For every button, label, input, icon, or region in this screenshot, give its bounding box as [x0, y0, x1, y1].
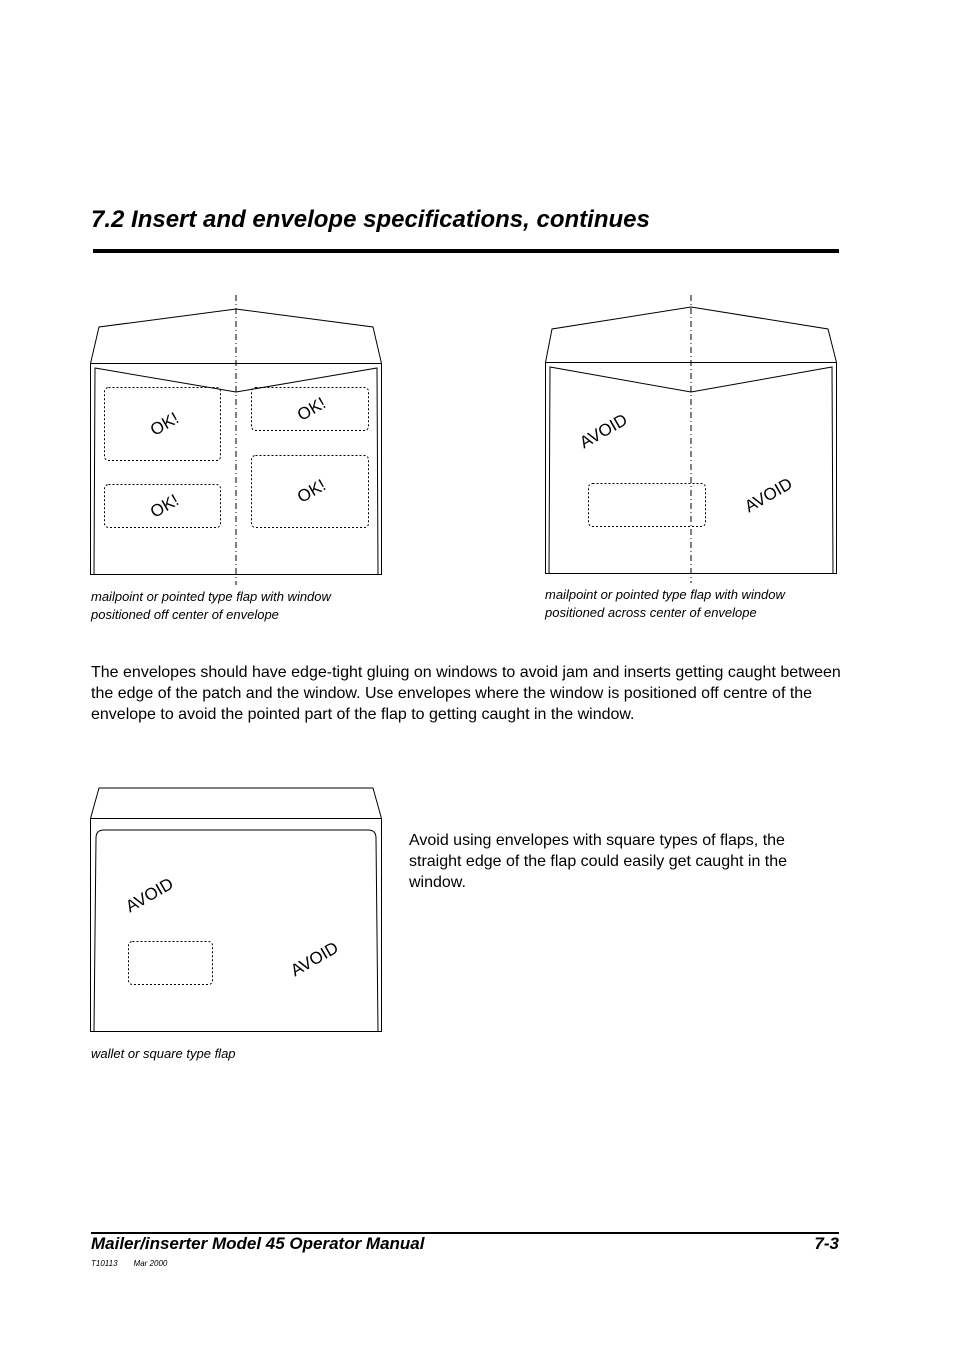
doc-code: T10113	[91, 1259, 118, 1268]
body-paragraph: The envelopes should have edge-tight gluing on windows to avoid jam and inserts getting caught between the edge of the patch and the window. Use envelopes where the window is positioned off centre of the envelope to avoid the pointed part of the flap to getting caught in the window.	[91, 664, 841, 723]
footer-manual-title: Mailer/inserter Model 45 Operator Manual	[91, 1234, 425, 1253]
envelope-figure-across-center	[540, 290, 845, 590]
caption-line: mailpoint or pointed type flap with window	[91, 589, 331, 604]
avoid-label: AVOID	[287, 937, 342, 981]
window-outline	[129, 942, 213, 985]
envelope-figure-square-flap	[85, 783, 390, 1038]
body-paragraph: Avoid using envelopes with square types of flaps, the straight edge of the flap could easily get caught in the window.	[409, 832, 788, 891]
caption-line: mailpoint or pointed type flap with window	[545, 587, 785, 602]
ok-label: OK!	[294, 393, 329, 425]
page-title: 7.2 Insert and envelope specifications, continues	[91, 206, 650, 233]
window-outline	[589, 484, 706, 527]
avoid-label: AVOID	[122, 873, 177, 917]
footer-meta	[91, 1259, 167, 1268]
ok-label: OK!	[147, 408, 182, 440]
envelope-figure-off-center	[85, 290, 390, 590]
avoid-label: AVOID	[576, 409, 631, 453]
figure-caption: wallet or square type flap	[91, 1046, 236, 1061]
ok-label: OK!	[147, 490, 182, 522]
avoid-label: AVOID	[741, 473, 796, 517]
envelope-flap	[91, 788, 382, 819]
doc-date: Mar 2000	[133, 1259, 168, 1268]
caption-line: positioned off center of envelope	[91, 607, 279, 622]
envelope-inner-back	[94, 830, 378, 1031]
figure-caption	[91, 588, 331, 624]
figure-caption	[545, 586, 785, 622]
heading-rule	[93, 249, 839, 253]
caption-line: positioned across center of envelope	[545, 605, 757, 620]
page-number: 7-3	[814, 1234, 839, 1253]
ok-label: OK!	[294, 475, 329, 507]
envelope-body	[91, 819, 382, 1032]
